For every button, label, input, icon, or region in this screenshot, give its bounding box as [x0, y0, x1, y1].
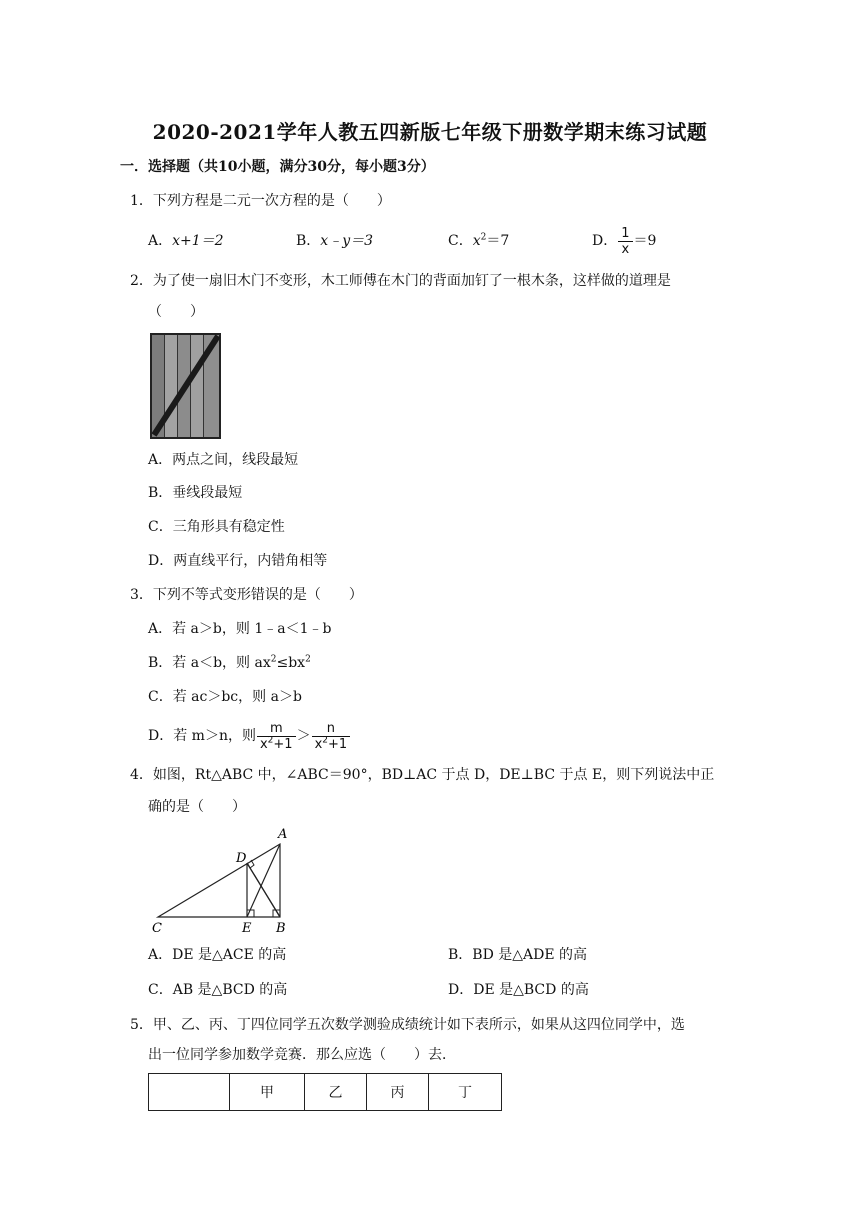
q3-option-c: C．若 ac＞bc，则 a＞b [148, 689, 302, 705]
q1-option-a [148, 232, 224, 250]
q3-d-text: D．若 m＞n，则 [148, 728, 256, 744]
q3-option-b [148, 654, 311, 672]
triangle-abc [158, 844, 280, 917]
label-d: D [236, 851, 247, 866]
segment-bd-cross [247, 863, 280, 917]
label-a: A [278, 827, 288, 842]
q1-c-base: x [472, 233, 481, 249]
section-heading: 一．选择题（共10小题，满分30分，每小题3分） [120, 159, 435, 175]
q4-stem-line2: 确的是（ ） [148, 799, 246, 815]
q3-d-num2: n [312, 721, 351, 737]
q3-d-num1: m [257, 721, 296, 737]
door-plank [191, 335, 203, 437]
q1-c-label: C． [448, 233, 473, 249]
q3-b-mid: ≤bx [276, 655, 306, 671]
table-header-cell [149, 1074, 230, 1111]
door-figure [150, 333, 222, 439]
q1-b-label: B． [296, 233, 321, 249]
label-c: C [152, 921, 162, 936]
q4-stem-line1: 4．如图，Rt△ABC 中，∠ABC＝90°，BD⊥AC 于点 D，DE⊥BC 于点 E，则下列说法中正 [130, 767, 715, 783]
table-header-cell: 甲 [230, 1074, 305, 1111]
q4-option-a: A．DE 是△ACE 的高 [148, 947, 287, 963]
q2-option-c: C．三角形具有稳定性 [148, 519, 285, 535]
q3-d-gt: ＞ [296, 728, 311, 744]
table-header-cell: 乙 [305, 1074, 367, 1111]
label-b: B [276, 921, 286, 936]
q3-d-fraction-n [312, 721, 351, 752]
segment-ae [247, 844, 280, 917]
table-header-cell: 丁 [429, 1074, 502, 1111]
q3-d-den2: $x^2+1$ [314, 735, 348, 752]
q1-a-expr: x+1＝2 [172, 233, 224, 249]
q3-b-exp2: 2 [305, 654, 311, 665]
table-header-row [149, 1074, 502, 1111]
q1-d-fraction [618, 226, 632, 257]
q2-option-b: B．垂线段最短 [148, 485, 243, 501]
q1-c-rest: ＝7 [486, 233, 510, 249]
q1-option-c [448, 232, 509, 250]
q3-b-text: B．若 a＜b，则 ax [148, 655, 271, 671]
q5-stem-line1: 5．甲、乙、丙、丁四位同学五次数学测验成绩统计如下表所示，如果从这四位同学中，选 [130, 1017, 685, 1033]
q3-d-den1: $x^2+1$ [259, 735, 293, 752]
q2-stem-line2: （ ） [148, 304, 204, 320]
q2-stem-line1: 2．为了使一扇旧木门不变形，木工师傅在木门的背面加钉了一根木条，这样做的道理是 [130, 273, 671, 289]
q1-a-label: A． [148, 233, 173, 249]
q4-option-d: D．DE 是△BCD 的高 [448, 982, 589, 998]
q1-option-b [296, 232, 373, 250]
q5-stem-line2: 出一位同学参加数学竞赛．那么应选（ ）去． [148, 1047, 456, 1063]
q4-option-b: B．BD 是△ADE 的高 [448, 947, 588, 963]
triangle-figure [150, 824, 300, 936]
scores-table [148, 1073, 502, 1111]
label-e: E [242, 921, 252, 936]
q3-option-a: A．若 a＞b，则 1﹣a＜1﹣b [148, 621, 332, 637]
q3-b-exp: 2 [270, 654, 277, 665]
q2-option-d: D．两直线平行，内错角相等 [148, 553, 328, 569]
q4-option-c: C．AB 是△BCD 的高 [148, 982, 288, 998]
q3-d-fraction-m [257, 721, 296, 752]
q2-option-a: A．两点之间，线段最短 [148, 452, 299, 468]
q3-stem: 3．下列不等式变形错误的是（ ） [130, 587, 363, 603]
table-header-cell: 丙 [367, 1074, 429, 1111]
q1-d-den: x [621, 241, 630, 257]
q1-option-d [592, 222, 656, 260]
q1-stem: 1．下列方程是二元一次方程的是（ ） [130, 193, 391, 209]
page-title: 2020-2021学年人教五四新版七年级下册数学期末练习试题 [152, 120, 708, 144]
q3-option-d [148, 716, 351, 756]
q1-d-num: 1 [618, 226, 632, 242]
q1-d-label: D． [592, 233, 618, 249]
q1-c-exp: 2 [480, 232, 487, 243]
door-plank [165, 335, 177, 437]
q1-d-rest: ＝9 [633, 233, 657, 249]
q1-b-expr: x﹣y＝3 [320, 233, 374, 249]
